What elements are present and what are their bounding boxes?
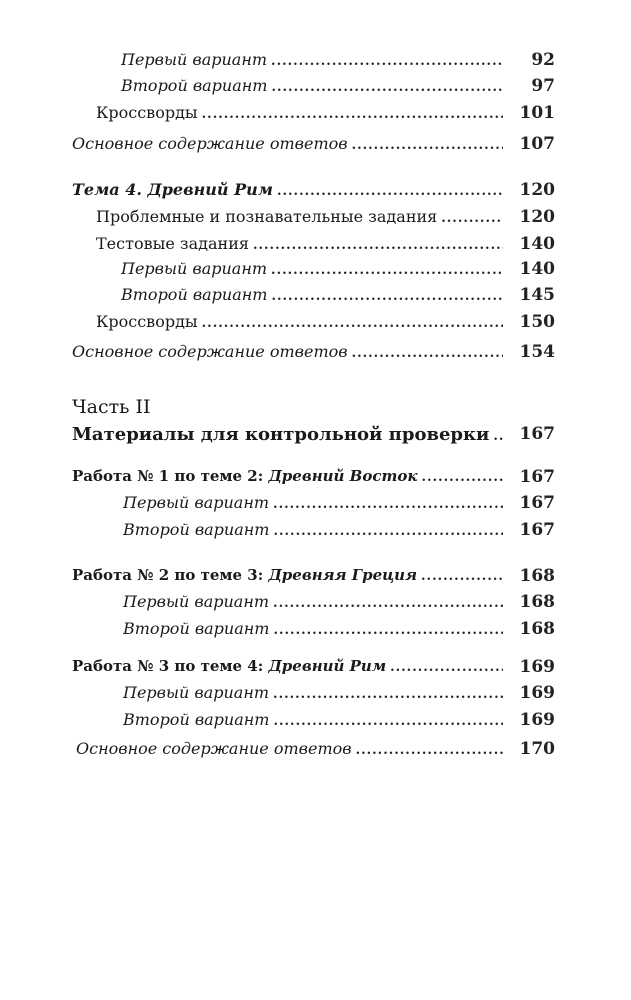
work-prefix: Работа № 2 по теме 3: <box>72 566 269 584</box>
dot-leader <box>441 211 503 226</box>
toc-page-number: 154 <box>519 342 555 362</box>
toc-entry-work-2[interactable] <box>0 566 631 592</box>
work-topic: Древний Рим <box>268 657 387 675</box>
toc-entry-label <box>72 657 390 675</box>
dot-leader <box>422 470 503 485</box>
toc-entry-theme-4[interactable] <box>0 180 631 206</box>
dot-leader <box>352 346 503 361</box>
toc-entry[interactable] <box>0 103 631 129</box>
toc-entry-work-3[interactable] <box>0 657 631 683</box>
dot-leader <box>356 743 503 758</box>
toc-page-number: 169 <box>519 683 555 703</box>
work-topic: Древний Восток <box>268 467 418 485</box>
toc-entry-work-1[interactable] <box>0 467 631 493</box>
dot-leader <box>421 569 503 584</box>
toc-entry[interactable] <box>0 683 631 709</box>
toc-page-number: 167 <box>519 467 555 487</box>
dot-leader <box>202 107 503 122</box>
toc-entry-label: Тема 4. Древний Рим <box>72 180 273 199</box>
toc-entry-label: Проблемные и познавательные задания <box>96 207 438 226</box>
toc-entry-label <box>72 467 422 485</box>
toc-entry-label: Основное содержание ответов <box>72 134 348 153</box>
toc-page-number: 120 <box>519 180 555 200</box>
toc-entry-label: Первый вариант <box>121 259 268 278</box>
toc-page-number: 140 <box>519 234 555 254</box>
part-heading: Часть II <box>72 396 151 418</box>
work-prefix: Работа № 1 по теме 2: <box>72 467 269 485</box>
toc-entry[interactable] <box>0 710 631 736</box>
toc-entry[interactable] <box>0 285 631 311</box>
toc-entry-label: Кроссворды <box>96 312 198 331</box>
toc-page-number: 168 <box>519 619 555 639</box>
dot-leader <box>390 660 503 675</box>
toc-entry[interactable] <box>0 234 631 260</box>
dot-leader <box>202 316 503 331</box>
dot-leader <box>273 497 503 512</box>
toc-entry-label: Первый вариант <box>121 50 268 69</box>
toc-page-number: 107 <box>519 134 555 154</box>
toc-entry-label: Материалы для контрольной проверки <box>72 424 490 445</box>
toc-entry[interactable] <box>0 619 631 645</box>
dot-leader <box>271 289 503 304</box>
dot-leader <box>493 429 503 444</box>
toc-entry-label: Тестовые задания <box>96 234 249 253</box>
toc-entry[interactable] <box>0 493 631 519</box>
toc-page-number: 92 <box>531 50 555 70</box>
toc-entry[interactable] <box>0 342 631 368</box>
toc-entry[interactable] <box>0 76 631 102</box>
toc-entry-label <box>72 566 421 584</box>
toc-entry-label: Кроссворды <box>96 103 198 122</box>
dot-leader <box>271 80 503 95</box>
work-prefix: Работа № 3 по теме 4: <box>72 657 269 675</box>
toc-entry[interactable] <box>0 592 631 618</box>
toc-entry[interactable] <box>0 50 631 76</box>
toc-entry[interactable] <box>0 259 631 285</box>
dot-leader <box>277 184 503 199</box>
toc-page-number: 167 <box>519 520 555 540</box>
toc-page-number: 101 <box>519 103 555 123</box>
toc-page-number: 168 <box>519 566 555 586</box>
toc-entry-label: Первый вариант <box>123 683 270 702</box>
toc-entry[interactable] <box>0 739 631 765</box>
toc-page-number: 168 <box>519 592 555 612</box>
toc-page-number: 167 <box>519 424 555 444</box>
dot-leader <box>271 263 503 278</box>
dot-leader <box>273 596 503 611</box>
toc-entry-label: Первый вариант <box>123 592 270 611</box>
toc-page-number: 169 <box>519 710 555 730</box>
toc-page-number: 169 <box>519 657 555 677</box>
toc-page-number: 150 <box>519 312 555 332</box>
toc-entry-label: Второй вариант <box>123 619 270 638</box>
toc-entry[interactable] <box>0 520 631 546</box>
toc-entry[interactable] <box>0 312 631 338</box>
toc-entry[interactable] <box>0 134 631 160</box>
dot-leader <box>273 687 503 702</box>
work-topic: Древняя Греция <box>268 566 418 584</box>
toc-entry-label: Основное содержание ответов <box>76 739 352 758</box>
dot-leader <box>271 54 503 69</box>
toc-entry-label: Второй вариант <box>123 520 270 539</box>
toc-entry-label: Второй вариант <box>121 285 268 304</box>
dot-leader <box>273 524 503 539</box>
dot-leader <box>253 238 503 253</box>
toc-page-number: 140 <box>519 259 555 279</box>
toc-entry-label: Второй вариант <box>121 76 268 95</box>
toc-page-number: 167 <box>519 493 555 513</box>
dot-leader <box>352 138 503 153</box>
toc-entry-label: Второй вариант <box>123 710 270 729</box>
dot-leader <box>273 714 503 729</box>
toc-entry-part-title[interactable] <box>0 424 631 454</box>
toc-entry[interactable] <box>0 207 631 233</box>
toc-entry-label: Первый вариант <box>123 493 270 512</box>
toc-page-number: 120 <box>519 207 555 227</box>
toc-page-number: 170 <box>519 739 555 759</box>
toc-page-number: 97 <box>531 76 555 96</box>
toc-page-number: 145 <box>519 285 555 305</box>
toc-entry-label: Основное содержание ответов <box>72 342 348 361</box>
dot-leader <box>273 623 503 638</box>
